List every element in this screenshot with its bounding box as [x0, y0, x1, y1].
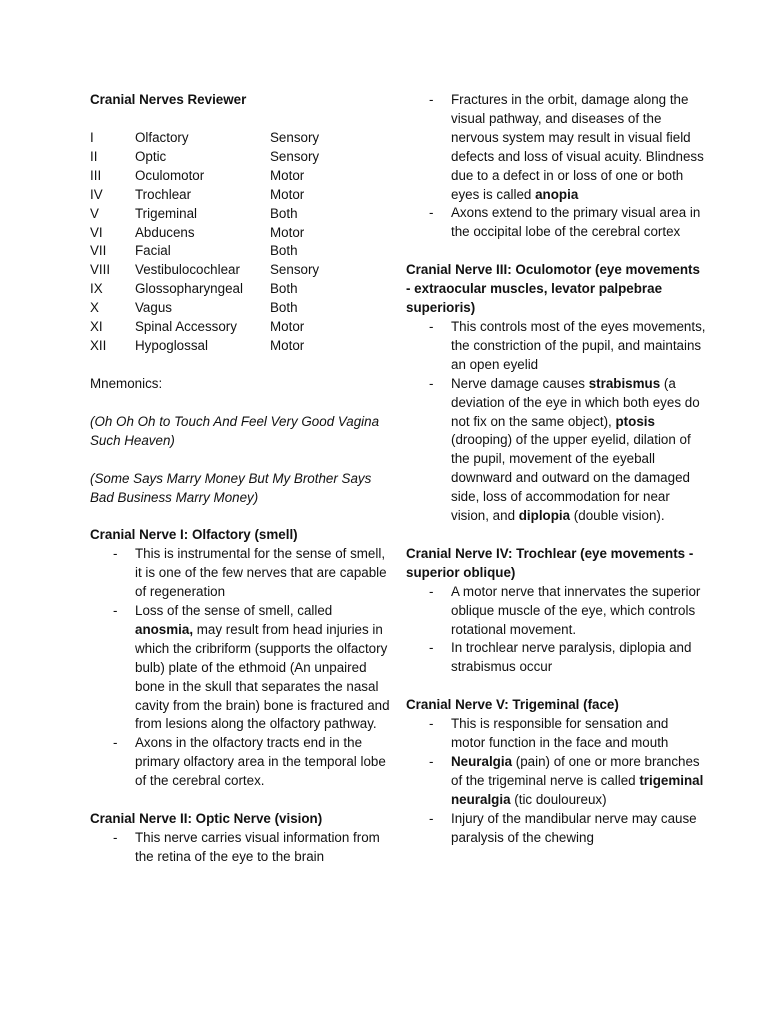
bullet-dash: - — [113, 603, 118, 619]
nerve-row — [90, 186, 370, 205]
nerve-row — [90, 167, 370, 186]
cn3-heading: Cranial Nerve III: Oculomotor (eye movements - extraocular muscles, levator palpebrae superioris) — [406, 262, 700, 316]
section-cn4 — [406, 545, 706, 677]
nerve-number: VIII — [90, 262, 111, 278]
nerve-number: V — [90, 205, 99, 221]
nerve-type: Sensory — [270, 262, 320, 278]
section-cn2 — [90, 810, 390, 867]
cn5-b2-mid: (pain) of one or more branches of the trigeminal nerve is called — [451, 754, 700, 788]
cn5-heading: Cranial Nerve V: Trigeminal (face) — [406, 697, 619, 713]
nerve-name: Glossopharyngeal — [135, 281, 243, 297]
nerve-type: Sensory — [270, 148, 320, 164]
nerve-row — [90, 205, 370, 224]
cn2-bullet-1 — [90, 829, 390, 867]
nerve-name: Oculomotor — [135, 167, 205, 183]
section-cn1 — [90, 526, 390, 791]
cn5-bullet-3-text: Injury of the mandibular nerve may cause paralysis of the chewing — [451, 810, 697, 845]
cn3-bullet-1-text: This controls most of the eyes movements, the constriction of the pupil, and maintains an open eyelid — [451, 318, 706, 372]
cn5-bullet-2 — [406, 753, 706, 810]
nerve-number: X — [90, 300, 99, 316]
cn2-heading: Cranial Nerve II: Optic Nerve (vision) — [90, 811, 323, 827]
nerve-number: XII — [90, 337, 107, 353]
cn5-b2-post: (tic douloureux) — [510, 791, 607, 807]
cn4-bullet-2 — [406, 639, 706, 677]
bullet-dash: - — [429, 205, 434, 221]
nerve-row — [90, 224, 370, 243]
nerve-name: Abducens — [135, 224, 195, 240]
bullet-dash: - — [429, 375, 434, 391]
cn3-b2-pre: Nerve damage causes — [451, 375, 589, 391]
nerve-name: Olfactory — [135, 130, 189, 145]
section-cn2-continued — [406, 91, 706, 242]
nerve-type: Sensory — [270, 130, 320, 145]
bullet-dash: - — [429, 716, 434, 732]
nerve-number: IX — [90, 281, 103, 297]
nerve-name: Vagus — [135, 300, 172, 316]
bullet-dash: - — [429, 810, 434, 826]
bullet-dash: - — [429, 583, 434, 599]
nerve-row — [90, 318, 370, 337]
cn1-bullet-1-text: This is instrumental for the sense of smell, it is one of the few nerves that are capable of regeneration — [135, 546, 387, 600]
nerve-number: IV — [90, 186, 103, 202]
cn4-heading: Cranial Nerve IV: Trochlear (eye movements - superior oblique) — [406, 545, 694, 580]
cn1-bullet-1 — [90, 545, 390, 602]
cn3-b2-term-3: diplopia — [518, 508, 571, 524]
nerve-type: Motor — [270, 224, 305, 240]
nerve-name: Trigeminal — [135, 205, 198, 221]
cn5-bullet-1-text: This is responsible for sensation and motor function in the face and mouth — [451, 716, 669, 751]
nerve-type: Motor — [270, 186, 305, 202]
cn2-b2-pre: Fractures in the orbit, damage along the visual pathway, and diseases of the nervous system may result in visual field defects and loss of visual acuity. Blindness due to a defect in or loss of one or both eyes is called — [451, 92, 704, 202]
cn1-bullet-2 — [90, 602, 390, 734]
nerve-row — [90, 148, 370, 167]
nerve-number: VI — [90, 224, 103, 240]
nerve-row — [90, 261, 370, 280]
nerve-row — [90, 299, 370, 318]
bullet-dash: - — [113, 735, 118, 751]
left-column — [90, 91, 390, 886]
bullet-dash: - — [113, 546, 118, 562]
cn2-bullet-2 — [406, 91, 706, 204]
nerve-name: Facial — [135, 243, 171, 259]
mnemonic-2: (Some Says Marry Money But My Brother Says Bad Business Marry Money) — [90, 470, 372, 505]
bullet-dash: - — [429, 318, 434, 334]
cn3-bullet-1 — [406, 318, 706, 375]
nerve-type: Both — [270, 243, 298, 259]
nerve-row — [90, 242, 370, 261]
section-cn3 — [406, 261, 706, 526]
nerve-type: Both — [270, 205, 298, 221]
nerve-number: XI — [90, 319, 103, 335]
nerve-name: Optic — [135, 148, 167, 164]
cn5-bullet-3 — [406, 810, 706, 848]
nerve-type: Both — [270, 300, 298, 316]
nerve-name: Hypoglossal — [135, 337, 208, 353]
cn4-bullet-1 — [406, 583, 706, 640]
nerve-name: Vestibulocochlear — [135, 262, 240, 278]
cn3-b2-mid-1: (a deviation of the eye in which both eyes do not fix on the same object), — [451, 375, 700, 429]
cn3-b2-post: (double vision). — [570, 508, 665, 524]
nerve-type: Both — [270, 281, 298, 297]
cn1-heading: Cranial Nerve I: Olfactory (smell) — [90, 527, 298, 543]
cn1-bullet-3 — [90, 734, 390, 791]
nerve-number: II — [90, 148, 98, 164]
cn4-bullet-2-text: In trochlear nerve paralysis, diplopia and strabismus occur — [451, 640, 692, 675]
cn1-b2-term: anosmia, — [135, 621, 194, 637]
mnemonics-label: Mnemonics: — [90, 375, 163, 391]
nerve-number: VII — [90, 243, 107, 259]
page-title: Cranial Nerves Reviewer — [90, 92, 247, 107]
cn5-bullet-1 — [406, 715, 706, 753]
bullet-dash: - — [429, 640, 434, 656]
cn4-bullet-1-text: A motor nerve that innervates the superior oblique muscle of the eye, which controls rotational movement. — [451, 583, 701, 637]
mnemonic-1: (Oh Oh Oh to Touch And Feel Very Good Vagina Such Heaven) — [90, 413, 380, 448]
nerve-row — [90, 280, 370, 299]
cn3-b2-term-1: strabismus — [588, 375, 661, 391]
cn1-b2-pre: Loss of the sense of smell, called — [135, 603, 333, 619]
cn2-b2-term: anopia — [535, 186, 579, 202]
cn1-bullet-3-text: Axons in the olfactory tracts end in the primary olfactory area in the temporal lobe of the cerebral cortex. — [135, 735, 386, 789]
nerve-type: Motor — [270, 319, 305, 335]
bullet-dash: - — [113, 830, 118, 845]
nerve-name: Spinal Accessory — [135, 319, 237, 335]
cn3-b2-mid-2: (drooping) of the upper eyelid, dilation of the pupil, movement of the eyeball downward and outward on the damaged side, loss of accommodation for near vision, and — [451, 432, 691, 524]
right-column — [406, 91, 706, 867]
cn5-b2-term-1: Neuralgia — [451, 754, 513, 769]
cn3-bullet-2 — [406, 375, 706, 526]
nerve-number: III — [90, 167, 102, 183]
cn2-bullet-1-text: This nerve carries visual information from the retina of the eye to the brain — [135, 830, 380, 864]
nerve-type: Motor — [270, 167, 305, 183]
cn5-b2-term-2: trigeminal neuralgia — [451, 772, 704, 807]
nerves-table — [90, 129, 370, 356]
nerve-number: I — [90, 130, 94, 145]
cn2-bullet-3-text: Axons extend to the primary visual area in the occipital lobe of the cerebral cortex — [451, 205, 701, 240]
nerve-type: Motor — [270, 337, 305, 353]
cn3-b2-term-2: ptosis — [615, 413, 655, 429]
nerve-row — [90, 337, 370, 356]
bullet-dash: - — [429, 92, 434, 107]
nerve-row — [90, 129, 370, 148]
nerve-name: Trochlear — [135, 186, 192, 202]
bullet-dash: - — [429, 754, 434, 769]
cn2-bullet-3 — [406, 204, 706, 242]
section-cn5 — [406, 696, 706, 847]
cn1-b2-post: may result from head injuries in which the cribriform (supports the olfactory bulb) plate of the ethmoid (An unpaired bone in the skull that separates the nasal cavity from the brain) bone is fractured and from lesions along the olfactory pathway. — [135, 621, 390, 732]
